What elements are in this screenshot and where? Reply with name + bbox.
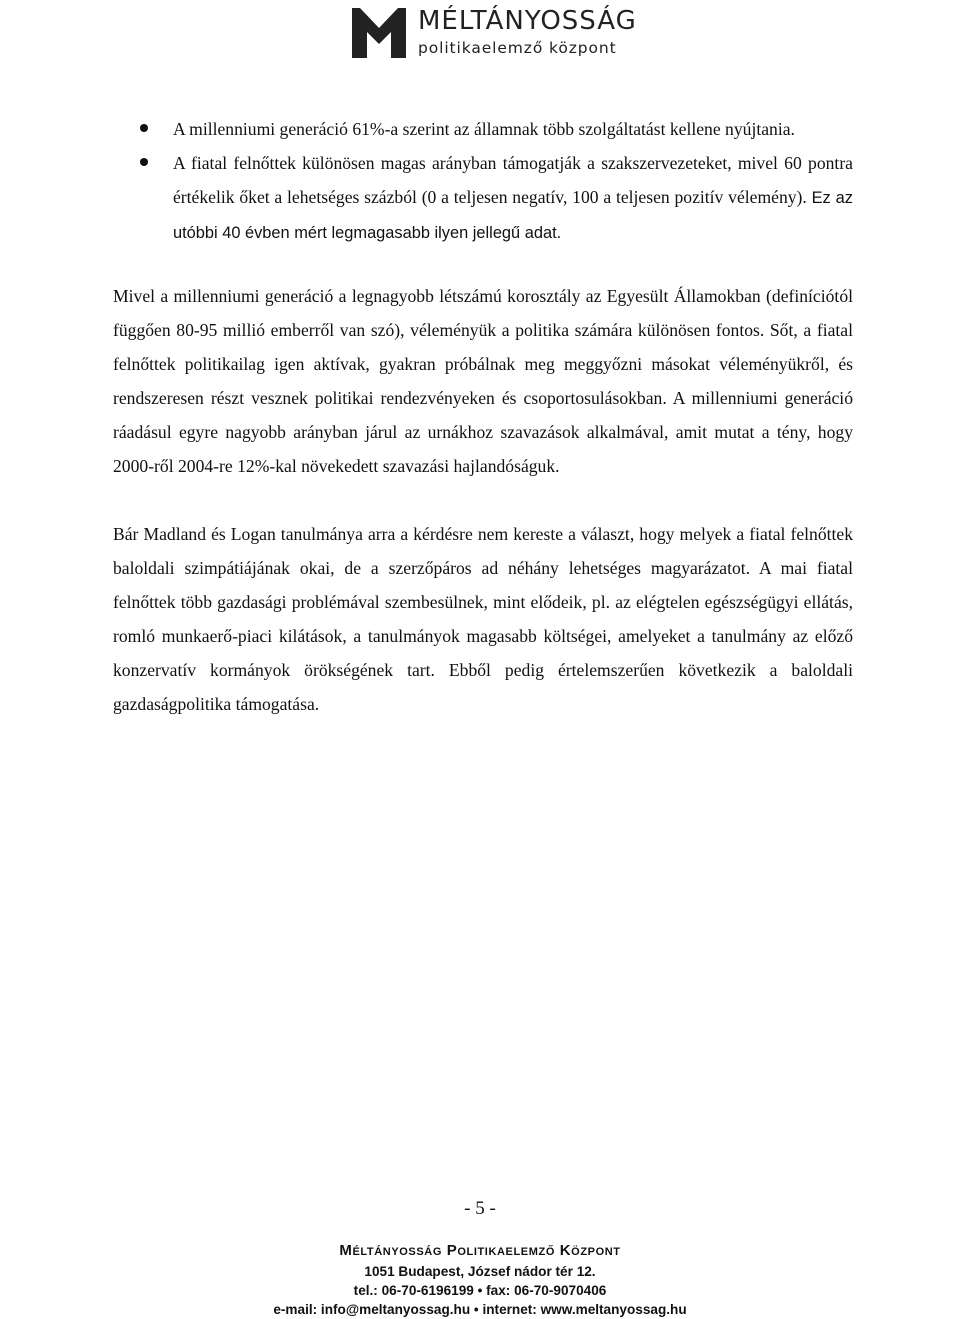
bullet-dot-icon (140, 124, 148, 132)
bullet-text-sans: Ez az utóbbi 40 évben mért legmagasabb ilyen jellegű adat. (173, 189, 853, 242)
document-body (113, 112, 853, 721)
header-logo (350, 6, 637, 62)
meltanyossag-logo-icon (350, 6, 408, 60)
page-number: - 5 - (464, 1198, 496, 1219)
footer (0, 1240, 960, 1319)
logo-text (418, 6, 637, 58)
paragraph: Bár Madland és Logan tanulmánya arra a kérdésre nem kereste a választ, hogy melyek a fiatal felnőttek baloldali szimpátiájának okai, de a szerzőpáros ad néhány lehetséges magyarázatot. A mai fiatal felnőttek több gazdasági problémával szembesülnek, mint elődeik, pl. az elégtelen egészségügyi ellátás, romló munkaerő-piaci kilátások, a tanulmányok magasabb költségei, amelyeket a tanulmány az előző konzervatív kormányok örökségének tart. Ebből pedig értelemszerűen következik a baloldali gazdaságpolitika támogatása. (113, 524, 853, 714)
logo-title: MÉLTÁNYOSSÁG (418, 6, 637, 36)
bullet-text: A fiatal felnőttek különösen magas arányban támogatják a szakszervezeteket, mivel 60 pontra értékelik őket a lehetséges százból (0 a teljesen negatív, 100 a teljesen pozitív vélemény). (173, 153, 853, 207)
footer-phone-fax: tel.: 06-70-6196199 • fax: 06-70-9070406 (353, 1283, 607, 1298)
bullet-dot-icon (140, 158, 148, 166)
bullet-text: A millenniumi generáció 61%-a szerint az államnak több szolgáltatást kellene nyújtania. (173, 119, 795, 139)
logo-subtitle: politikaelemző központ (418, 39, 617, 57)
bullet-item (113, 146, 853, 250)
footer-address: 1051 Budapest, József nádor tér 12. (364, 1264, 596, 1279)
footer-organization: Méltányosság Politikaelemző Központ (339, 1242, 621, 1259)
paragraph: Mivel a millenniumi generáció a legnagyobb létszámú korosztály az Egyesült Államokban (definíciótól függően 80-95 millió emberről van szó), véleményük a politika számára különösen fontos. Sőt, a fiatal felnőttek politikailag igen aktívak, gyakran próbálnak meg meggyőzni másokat véleményükről, és rendszeresen részt vesznek politikai rendezvényeken és csoportosulásokban. A millenniumi generáció ráadásul egyre nagyobb arányban járul az urnákhoz szavazások alkalmával, amit mutat a tény, hogy 2000-ről 2004-re 12%-kal növekedett szavazási hajlandóságuk. (113, 286, 853, 476)
footer-email-web: e-mail: info@meltanyossag.hu • internet: www.meltanyossag.hu (273, 1302, 687, 1317)
bullet-item (113, 112, 853, 146)
bullet-list (113, 112, 853, 250)
